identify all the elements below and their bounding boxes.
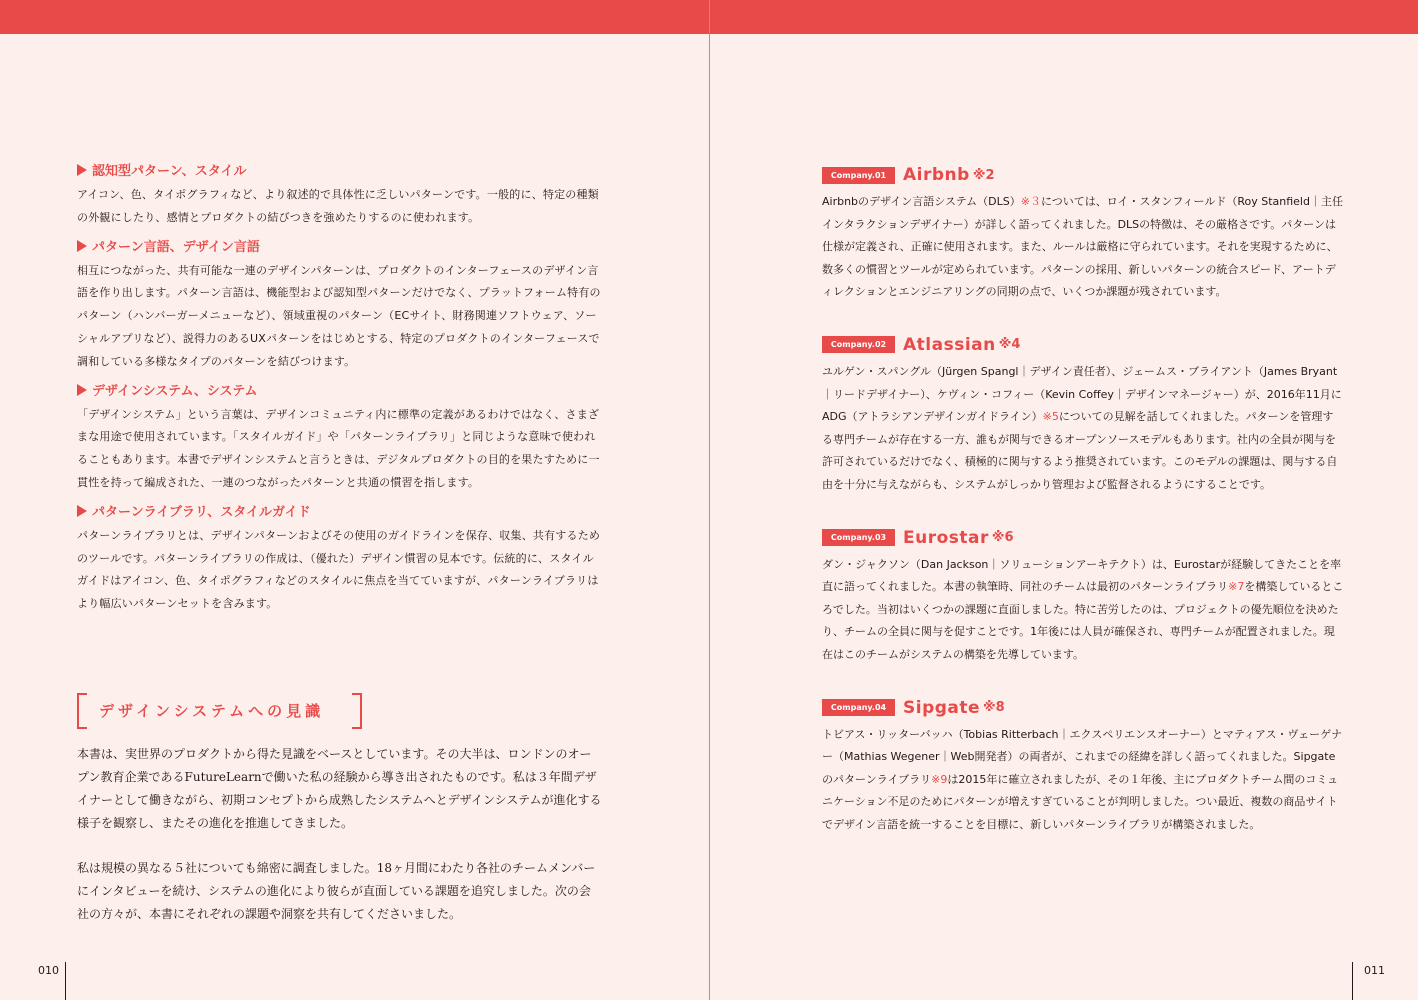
company-description bbox=[822, 554, 1344, 667]
section-heading bbox=[77, 501, 602, 525]
definition-section bbox=[77, 501, 602, 616]
chapter-heading bbox=[77, 693, 362, 727]
company-name: Atlassian bbox=[903, 334, 996, 355]
company-description bbox=[822, 191, 1344, 304]
triangle-bullet-icon bbox=[77, 384, 87, 396]
footnote-ref: ※３ bbox=[1020, 195, 1041, 208]
description-text: については、ロイ・スタンフィールド（Roy Stanfield｜主任インタラクションデザイナー）が詳しく語ってくれました。DLSの特徴は、その厳格さです。パターンは仕様が定義され、正確に使用されます。また、ルールは厳格に守られています。それを実現するために、数多くの慣習とツールが定められています。パターンの採用、新しいパターンの統合スピード、アートディレクションとエンジニアリングの同期の点で、いくつか課題が残されています。 bbox=[822, 195, 1343, 299]
company-name: Eurostar bbox=[903, 527, 989, 548]
description-text: Airbnbのデザイン言語システム（DLS） bbox=[822, 195, 1021, 208]
company-description bbox=[822, 361, 1344, 497]
section-heading bbox=[77, 236, 602, 260]
company-entry bbox=[822, 164, 1344, 304]
section-heading-text: パターン言語、デザイン言語 bbox=[92, 239, 260, 255]
company-name: Airbnb bbox=[903, 165, 970, 185]
company-entry bbox=[822, 527, 1344, 667]
page-number-rule bbox=[1352, 962, 1353, 1000]
section-heading-text: デザインシステム、システム bbox=[92, 383, 258, 399]
definition-section bbox=[77, 380, 602, 495]
triangle-bullet-icon bbox=[77, 505, 87, 517]
section-body: 相互につながった、共有可能な一連のデザインパターンは、プロダクトのインターフェースのデザイン言語を作り出します。パターン言語は、機能型および認知型パターンだけでなく、プラットフォーム特有のパターン（ハンバーガーメニューなど）、領域重視のパターン（ECサイト、財務関連ソフトウェア、ソーシャルアプリなど）、説得力のあるUXパターンをはじめとする、特定のプロダクトのインターフェースで調和している多様なタイプのパターンを結びつけます。 bbox=[77, 263, 601, 368]
footnote-ref: ※9 bbox=[931, 772, 948, 786]
body-paragraph: 私は規模の異なる５社についても綿密に調査しました。18ヶ月間にわたり各社のチームメンバーにインタビューを続け、システムの進化により彼らが直面している課題を追究しました。次の会社の方々が、本書にそれぞれの課題や洞察を共有してくださいました。 bbox=[77, 861, 596, 921]
company-heading bbox=[822, 697, 1344, 719]
companies-column bbox=[822, 164, 1344, 866]
company-heading bbox=[822, 164, 1344, 186]
footnote-ref: ※8 bbox=[983, 700, 1005, 715]
page-number-right: 011 bbox=[1364, 964, 1385, 977]
right-bracket-icon bbox=[352, 693, 362, 729]
description-text: トビアス・リッターバッハ（Tobias Ritterbach｜エクスペリエンスオーナー）とマティアス・ヴェーゲナー（Mathias Wegener｜Web開発者）の両者が、これまでの経緯を詳しく語ってくれました。Sipgateのパターンライブラリ bbox=[822, 727, 1343, 786]
company-label-badge: Company.04 bbox=[822, 699, 895, 716]
intro-text bbox=[77, 743, 602, 926]
company-name: Sipgate bbox=[903, 697, 981, 718]
company-label-badge: Company.03 bbox=[822, 529, 895, 546]
description-text: ダン・ジャクソン（Dan Jackson｜ソリューションアーキテクト）は、Eurostarが経験してきたことを率直に語ってくれました。本書の執筆時、同社のチームは最初のパターンライブラリ bbox=[822, 557, 1342, 594]
section-heading bbox=[77, 380, 602, 404]
section-heading-text: 認知型パターン、スタイル bbox=[92, 164, 247, 179]
body-paragraph: 本書は、実世界のプロダクトから得た見識をベースとしています。その大半は、ロンドンのオープン教育企業であるFutureLearnで働いた私の経験から導き出されたものです。私は３年間デザイナーとして働きながら、初期コンセプトから成熟したシステムへとデザインシステムが進化する様子を観察し、またその進化を推進してきました。 bbox=[77, 747, 602, 830]
page-number-rule bbox=[65, 962, 66, 1000]
footnote-ref: ※5 bbox=[1042, 410, 1059, 424]
page-gutter bbox=[709, 0, 710, 1000]
triangle-bullet-icon bbox=[77, 164, 87, 176]
page-number-left: 010 bbox=[38, 964, 59, 977]
company-label-badge: Company.01 bbox=[822, 167, 895, 184]
company-label-badge: Company.02 bbox=[822, 336, 895, 353]
company-entry bbox=[822, 697, 1344, 837]
company-heading bbox=[822, 334, 1344, 356]
footnote-ref: ※7 bbox=[1228, 580, 1245, 594]
triangle-bullet-icon bbox=[77, 240, 87, 252]
definition-section bbox=[77, 236, 602, 374]
description-text: は2015年に確立されましたが、その１年後、主にプロダクトチーム間のコミュニケーション不足のためにパターンが増えすぎていることが判明しました。つい最近、複数の商品サイトでデザイン言語を統一することを目標に、新しいパターンライブラリが構築されました。 bbox=[822, 772, 1339, 831]
definition-section bbox=[77, 160, 602, 230]
footnote-ref: ※2 bbox=[972, 167, 995, 183]
section-heading-text: パターンライブラリ、スタイルガイド bbox=[92, 504, 311, 520]
section-body: パターンライブラリとは、デザインパターンおよびその使用のガイドラインを保存、収集、共有するためのツールです。パターンライブラリの作成は、（優れた）デザイン慣習の見本です。伝統的に、スタイルガイドはアイコン、色、タイポグラフィなどのスタイルに焦点を当てていますが、パターンライブラリはより幅広いパターンセットを含みます。 bbox=[77, 528, 601, 611]
footnote-ref: ※6 bbox=[991, 530, 1014, 546]
definitions-column bbox=[77, 160, 602, 622]
company-description bbox=[822, 724, 1344, 837]
section-heading bbox=[77, 160, 602, 184]
company-heading bbox=[822, 527, 1344, 549]
company-entry bbox=[822, 334, 1344, 497]
description-text: についての見解を話してくれました。パターンを管理する専門チームが存在する一方、誰もが関与できるオープンソースモデルもあります。社内の全員が関与を許可されているだけでなく、積極的に関与するよう推奨されています。このモデルの課題は、関与する自由を十分に与えながらも、システムがしっかり管理および監督されるようにすることです。 bbox=[822, 410, 1338, 491]
description-text: を構築しているところでした。当初はいくつかの課題に直面しました。特に苦労したのは、プロジェクトの優先順位を決めたり、チームの全員に関与を促すことです。1年後には人員が確保され、専門チームが配置されました。現在はこのチームがシステムの構築を先導しています。 bbox=[822, 580, 1344, 661]
left-bracket-icon bbox=[77, 693, 87, 729]
description-text: ユルゲン・スパングル（Jürgen Spangl｜デザイン責任者）、ジェームス・ブライアント（James Bryant｜リードデザイナー）、ケヴィン・コフィー（Kevin Coffey｜デザインマネージャー）が、2016年11月にADG（アトラシアンデザインガイドライン） bbox=[822, 364, 1342, 424]
chapter-heading-text: デザインシステムへの見識 bbox=[99, 702, 325, 720]
footnote-ref: ※4 bbox=[998, 337, 1021, 353]
section-body: アイコン、色、タイポグラフィなど、より叙述的で具体性に乏しいパターンです。一般的に、特定の種類の外観にしたり、感情とプロダクトの結びつきを強めたりするのに使われます。 bbox=[77, 188, 599, 224]
section-body: 「デザインシステム」という言葉は、デザインコミュニティ内に標準の定義があるわけではなく、さまざまな用途で使用されています。「スタイルガイド」や「パターンライブラリ」と同じような意味で使われることもあります。本書でデザインシステムと言うときは、デジタルプロダクトの目的を果たすために一貫性を持って編成された、一連のつながったパターンと共通の慣習を指します。 bbox=[77, 407, 600, 489]
